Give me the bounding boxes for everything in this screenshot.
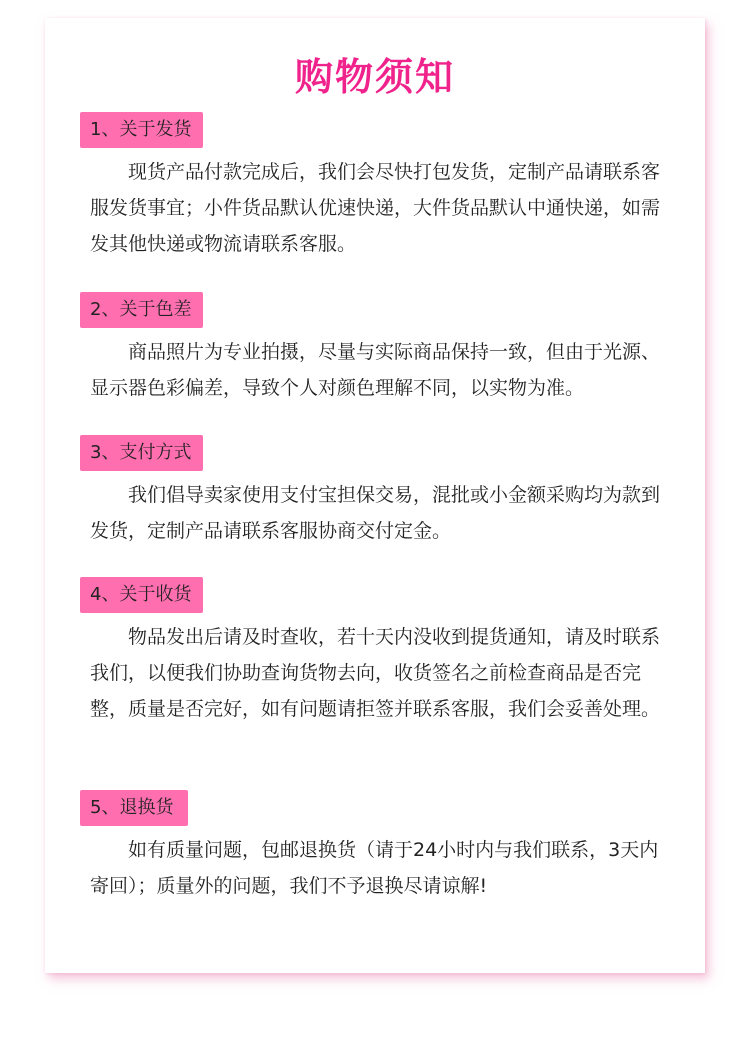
section-heading-badge: 2、关于色差	[80, 292, 203, 328]
section-color-difference	[80, 292, 660, 406]
section-paragraph: 现货产品付款完成后，我们会尽快打包发货，定制产品请联系客服发货事宜；小件货品默认优速快递，大件货品默认中通快递，如需发其他快递或物流请联系客服。	[90, 161, 661, 255]
page-title: 购物须知	[294, 55, 455, 99]
section-heading-badge: 4、关于收货	[80, 577, 203, 613]
section-paragraph: 物品发出后请及时查收，若十天内没收到提货通知，请及时联系我们，以便我们协助查询货物去向，收货签名之前检查商品是否完整，质量是否完好，如有问题请拒签并联系客服，我们会妥善处理。	[90, 626, 661, 720]
section-receiving	[80, 577, 660, 727]
section-heading-badge: 1、关于发货	[80, 112, 203, 148]
section-heading-badge: 3、支付方式	[80, 435, 203, 471]
section-returns	[80, 790, 660, 904]
section-payment	[80, 435, 660, 549]
section-paragraph: 如有质量问题，包邮退换货（请于24小时内与我们联系，3天内寄回）；质量外的问题，我们不予退换尽请谅解!	[90, 839, 659, 897]
section-heading-badge: 5、退换货	[80, 790, 188, 826]
section-shipping	[80, 112, 660, 262]
section-paragraph: 商品照片为专业拍摄，尽量与实际商品保持一致，但由于光源、显示器色彩偏差，导致个人对颜色理解不同，以实物为准。	[90, 341, 661, 399]
section-paragraph: 我们倡导卖家使用支付宝担保交易，混批或小金额采购均为款到发货，定制产品请联系客服协商交付定金。	[90, 484, 661, 542]
